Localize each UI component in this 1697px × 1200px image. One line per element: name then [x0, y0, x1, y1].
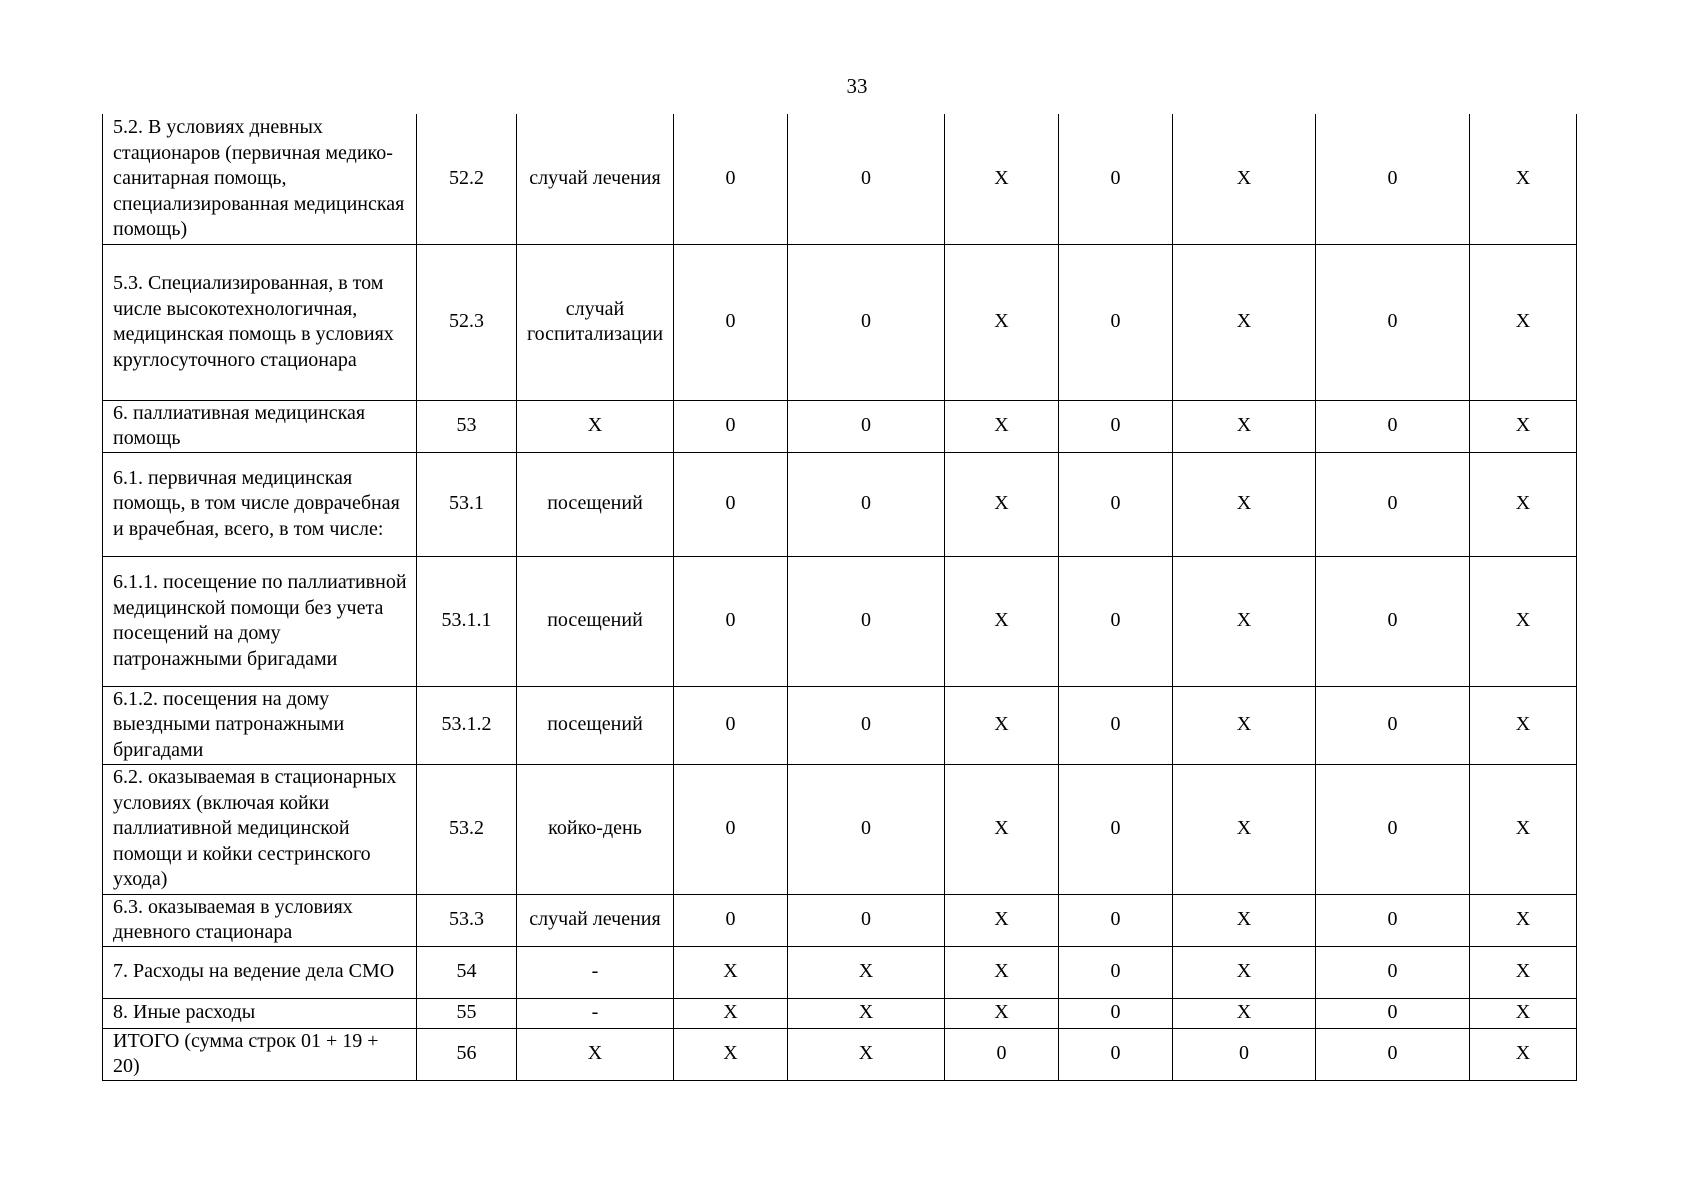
row-value: Х	[1470, 686, 1577, 764]
row-value: Х	[1173, 114, 1316, 244]
row-value: 0	[1059, 114, 1173, 244]
row-unit: случай госпитализации	[517, 244, 674, 400]
row-value: 0	[1316, 114, 1470, 244]
row-value: Х	[1173, 764, 1316, 894]
row-line-number: 53.2	[417, 764, 517, 894]
row-value: 0	[1059, 400, 1173, 452]
row-line-number: 52.2	[417, 114, 517, 244]
row-unit: Х	[517, 1028, 674, 1080]
row-value: Х	[1173, 556, 1316, 686]
row-name: 6.3. оказываемая в условиях дневного стационара	[103, 894, 417, 946]
table-row	[103, 556, 1577, 686]
row-unit: случай лечения	[517, 114, 674, 244]
row-value: 0	[1059, 998, 1173, 1028]
row-value: Х	[1173, 244, 1316, 400]
row-value: 0	[788, 686, 945, 764]
row-value: Х	[945, 764, 1059, 894]
row-value: Х	[1470, 400, 1577, 452]
row-name: 5.3. Специализированная, в том числе высокотехнологичная, медицинская помощь в условиях круглосуточного стационара	[103, 244, 417, 400]
row-value: 0	[1059, 686, 1173, 764]
row-value: Х	[945, 686, 1059, 764]
row-value: 0	[788, 894, 945, 946]
row-value: Х	[674, 998, 788, 1028]
row-value: Х	[788, 998, 945, 1028]
row-value: 0	[674, 894, 788, 946]
row-value: Х	[945, 556, 1059, 686]
row-value: Х	[1470, 764, 1577, 894]
row-value: 0	[1059, 452, 1173, 556]
table-row	[103, 686, 1577, 764]
row-value: Х	[674, 1028, 788, 1080]
row-name: 6.1.1. посещение по паллиативной медицинской помощи без учета посещений на дому патронажными бригадами	[103, 556, 417, 686]
row-name: 6.1. первичная медицинская помощь, в том числе доврачебная и врачебная, всего, в том числе:	[103, 452, 417, 556]
row-value: 0	[1316, 764, 1470, 894]
row-unit: посещений	[517, 686, 674, 764]
row-line-number: 54	[417, 946, 517, 998]
row-value: 0	[1316, 894, 1470, 946]
table-row	[103, 998, 1577, 1028]
table-row	[103, 1028, 1577, 1080]
row-value: 0	[1316, 400, 1470, 452]
row-value: Х	[788, 946, 945, 998]
row-value: Х	[1470, 556, 1577, 686]
row-value: Х	[1173, 686, 1316, 764]
row-line-number: 53.1.1	[417, 556, 517, 686]
row-unit: случай лечения	[517, 894, 674, 946]
row-value: 0	[788, 114, 945, 244]
row-line-number: 56	[417, 1028, 517, 1080]
row-value: Х	[1173, 998, 1316, 1028]
row-value: 0	[1059, 244, 1173, 400]
row-value: 0	[1316, 556, 1470, 686]
row-value: 0	[1316, 452, 1470, 556]
row-value: 0	[788, 452, 945, 556]
row-line-number: 53.1	[417, 452, 517, 556]
row-unit: Х	[517, 400, 674, 452]
row-value: 0	[1316, 946, 1470, 998]
row-value: 0	[1173, 1028, 1316, 1080]
row-value: 0	[1059, 946, 1173, 998]
row-name: 7. Расходы на ведение дела СМО	[103, 946, 417, 998]
row-line-number: 55	[417, 998, 517, 1028]
row-value: Х	[945, 114, 1059, 244]
row-unit: -	[517, 946, 674, 998]
row-value: Х	[1173, 894, 1316, 946]
row-unit: койко-день	[517, 764, 674, 894]
row-value: Х	[945, 452, 1059, 556]
row-value: Х	[1470, 452, 1577, 556]
row-name: 6. паллиативная медицинская помощь	[103, 400, 417, 452]
row-name: 5.2. В условиях дневных стационаров (первичная медико-санитарная помощь, специализированная медицинская помощь)	[103, 114, 417, 244]
row-unit: посещений	[517, 556, 674, 686]
row-value: Х	[1173, 946, 1316, 998]
table-row	[103, 764, 1577, 894]
row-value: Х	[1470, 894, 1577, 946]
row-value: 0	[674, 400, 788, 452]
table-row	[103, 244, 1577, 400]
row-value: 0	[674, 686, 788, 764]
table-row	[103, 894, 1577, 946]
row-value: 0	[788, 400, 945, 452]
row-value: 0	[674, 244, 788, 400]
row-value: Х	[1470, 946, 1577, 998]
row-value: Х	[945, 244, 1059, 400]
row-value: 0	[1059, 556, 1173, 686]
row-value: 0	[1316, 244, 1470, 400]
row-value: Х	[1173, 452, 1316, 556]
row-value: 0	[945, 1028, 1059, 1080]
row-value: Х	[1470, 998, 1577, 1028]
row-line-number: 53.1.2	[417, 686, 517, 764]
table-row	[103, 400, 1577, 452]
row-name: 8. Иные расходы	[103, 998, 417, 1028]
row-value: Х	[1173, 400, 1316, 452]
row-value: Х	[945, 998, 1059, 1028]
row-value: Х	[788, 1028, 945, 1080]
row-name: 6.1.2. посещения на дому выездными патронажными бригадами	[103, 686, 417, 764]
row-value: 0	[674, 452, 788, 556]
row-value: Х	[945, 400, 1059, 452]
row-value: Х	[945, 894, 1059, 946]
table-row	[103, 946, 1577, 998]
row-value: 0	[788, 556, 945, 686]
table-row	[103, 452, 1577, 556]
row-value: 0	[788, 244, 945, 400]
row-value: 0	[1059, 894, 1173, 946]
row-value: Х	[1470, 114, 1577, 244]
row-name: ИТОГО (сумма строк 01 + 19 + 20)	[103, 1028, 417, 1080]
row-value: 0	[1316, 998, 1470, 1028]
row-value: 0	[674, 114, 788, 244]
row-value: 0	[1316, 1028, 1470, 1080]
row-line-number: 52.3	[417, 244, 517, 400]
row-value: Х	[945, 946, 1059, 998]
row-value: Х	[674, 946, 788, 998]
row-value: Х	[1470, 244, 1577, 400]
row-value: 0	[1316, 686, 1470, 764]
row-name: 6.2. оказываемая в стационарных условиях (включая койки паллиативной медицинской помощи и койки сестринского ухода)	[103, 764, 417, 894]
row-unit: -	[517, 998, 674, 1028]
row-value: 0	[674, 764, 788, 894]
row-value: Х	[1470, 1028, 1577, 1080]
page-number: 33	[846, 74, 868, 98]
row-line-number: 53	[417, 400, 517, 452]
row-value: 0	[1059, 1028, 1173, 1080]
row-value: 0	[674, 556, 788, 686]
row-line-number: 53.3	[417, 894, 517, 946]
data-table	[102, 114, 1577, 1081]
row-value: 0	[788, 764, 945, 894]
row-unit: посещений	[517, 452, 674, 556]
table-row	[103, 114, 1577, 244]
row-value: 0	[1059, 764, 1173, 894]
